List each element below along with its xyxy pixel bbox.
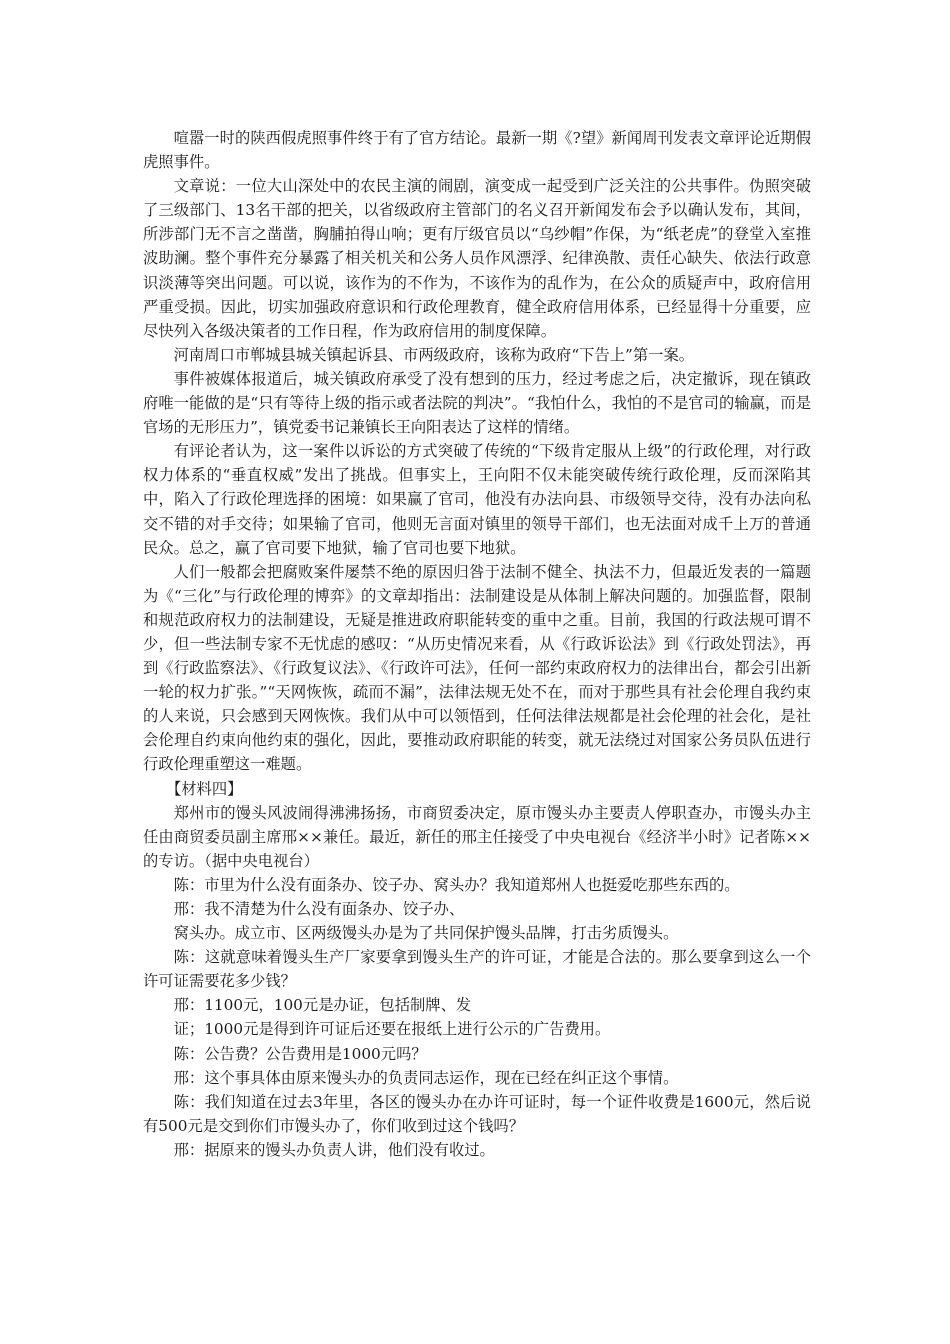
interview-line: 窝头办。成立市、区两级馒头办是为了共同保护馒头品牌，打击劣质馒头。	[173, 924, 679, 943]
interview-line: 邢：我不清楚为什么没有面条办、饺子办、	[173, 900, 465, 918]
interview-line: 陈：公告费？公告费用是1000元吗？	[173, 1044, 427, 1063]
paragraph-article-summary: 文章说：一位大山深处中的农民主演的闹剧，演变成一起受到广泛关注的公共事件。伪照突破了三级部门、13名干部的把关，以省级政府主管部门的名义召开新闻发布会予以确认发布，其间，所涉部门无不言之凿凿，胸脯拍得山响；更有厅级官员以“乌纱帽”作保，为“纸老虎”的登堂入室推波助澜。整个事件充分暴露了相关机关和公务人员作风漂浮、纪律涣散、责任心缺失、依法行政意识淡薄等突出问题。可以说，该作为的不作为，不该作为的乱作为，在公众的质疑声中，政府信用严重受损。因此，切实加强政府意识和行政伦理教育，健全政府信用体系，已经显得十分重要，应尽快列入各级决策者的工作日程，作为政府信用的制度保障。	[143, 177, 811, 340]
interview-line: 陈：我们知道在过去3年里，各区的馒头办在办许可证时，每一个证件收费是1600元，然后说有500元是交到你们市馒头办了，你们收到过这个钱吗？	[143, 1092, 811, 1135]
interview-line: 邢：这个事具体由原来馒头办的负责同志运作，现在已经在纠正这个事情。	[173, 1068, 679, 1087]
document-body	[143, 126, 811, 1162]
interview-line: 陈：这就意味着馒头生产厂家要拿到馒头生产的许可证，才能是合法的。那么要拿到这么一个许可证需要花多少钱？	[143, 948, 811, 991]
paragraph-pressure: 事件被媒体报道后，城关镇政府承受了没有想到的压力，经过考虑之后，决定撤诉，现在镇政府唯一能做的是“只有等待上级的指示或者法院的判决”。“我怕什么，我怕的不是官司的输赢，而是官场的无形压力”，镇党委书记兼镇长王向阳表达了这样的情绪。	[143, 369, 811, 437]
interview-line: 陈：市里为什么没有面条办、饺子办、窝头办？我知道郑州人也挺爱吃那些东西的。	[173, 875, 740, 894]
interview-line: 邢：1100元，100元是办证，包括制牌、发	[173, 996, 472, 1015]
section-heading: 【材料四】	[165, 779, 243, 798]
interview-intro: 郑州市的馒头风波闹得沸沸扬扬，市商贸委决定，原市馒头办主要责人停职查办，市馒头办主任由商贸委员副主席邢××兼任。最近，新任的邢主任接受了中央电视台《经济半小时》记者陈××的专访。（据中央电视台）	[143, 803, 811, 870]
interview-line: 证；1000元是得到许可证后还要在报纸上进行公示的广告费用。	[173, 1020, 611, 1039]
paragraph-commentary: 有评论者认为，这一案件以诉讼的方式突破了传统的“下级肯定服从上级”的行政伦理，对行政权力体系的“垂直权威”发出了挑战。但事实上，王向阳不仅未能突破传统行政伦理，反而深陷其中，陷入了行政伦理选择的困境：如果赢了官司，他没有办法向县、市级领导交待，没有办法向私交不错的对手交待；如果输了官司，他则无言面对镇里的领导干部们，也无法面对成千上万的普通民众。总之，赢了官司要下地狱，输了官司也要下地狱。	[143, 442, 811, 557]
paragraph-legal-system: 人们一般都会把腐败案件屡禁不绝的原因归咎于法制不健全、执法不力，但最近发表的一篇题为《“三化”与行政伦理的博弈》的文章却指出：法制建设是从体制上解决问题的。加强监督，限制和规范政府权力的法制建设，无疑是推进政府职能转变的重中之重。目前，我国的行政法规可谓不少，但一些法制专家不无忧虑的感叹：“从历史情况来看，从《行政诉讼法》到《行政处罚法》，再到《行政监察法》、《行政复议法》、《行政许可法》，任何一部约束政府权力的法律出台，都会引出新一轮的权力扩张。”“天网恢恢，疏而不漏”，法律法规无处不在，而对于那些具有社会伦理自我约束的人来说，只会感到天网恢恢。我们从中可以领悟到，任何法律法规都是社会伦理的社会化，是社会伦理自约束向他约束的强化，因此，要推动政府职能的转变，就无法绕过对国家公务员队伍进行行政伦理重塑这一难题。	[143, 562, 811, 774]
paragraph-intro: 喧嚣一时的陕西假虎照事件终于有了官方结论。最新一期《?望》新闻周刊发表文章评论近期假虎照事件。	[143, 129, 811, 172]
interview-line: 邢：据原来的馒头办负责人讲，他们没有收过。	[173, 1140, 495, 1159]
paragraph-lawsuit: 河南周口市郸城县城关镇起诉县、市两级政府，该称为政府“下告上”第一案。	[173, 345, 695, 364]
